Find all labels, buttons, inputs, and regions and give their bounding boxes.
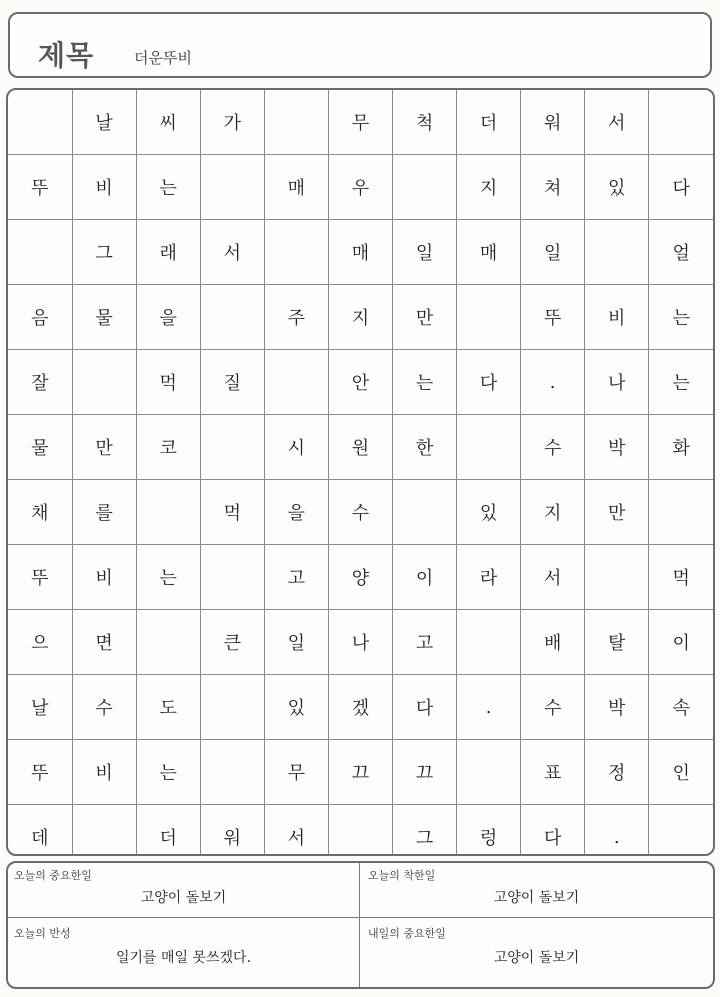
grid-cell: 을 <box>136 285 200 350</box>
grid-cell: . <box>585 805 649 857</box>
grid-cell: 그 <box>72 220 136 285</box>
grid-cell: 뚜 <box>8 740 72 805</box>
grid-cell: 비 <box>72 545 136 610</box>
grid-cell: 먹 <box>136 350 200 415</box>
important-today-label: 오늘의 중요한일 <box>14 869 92 882</box>
title-box <box>8 12 712 78</box>
grid-cell: 서 <box>200 220 264 285</box>
grid-cell <box>8 220 72 285</box>
grid-cell: 도 <box>136 675 200 740</box>
grid-cell: 더 <box>136 805 200 857</box>
grid-cell: 는 <box>649 350 713 415</box>
grid-cell: 화 <box>649 415 713 480</box>
grid-row <box>8 415 713 480</box>
grid-cell: 을 <box>264 480 328 545</box>
grid-cell <box>200 545 264 610</box>
vertical-divider <box>359 863 360 987</box>
grid-cell: 무 <box>264 740 328 805</box>
grid-cell: 매 <box>328 220 392 285</box>
grid-cell: 만 <box>392 285 456 350</box>
grid-cell: 이 <box>392 545 456 610</box>
reflection-today-label: 오늘의 반성 <box>14 927 71 940</box>
grid-table <box>8 90 713 856</box>
grid-row <box>8 155 713 220</box>
grid-cell: 수 <box>521 675 585 740</box>
grid-cell: 래 <box>136 220 200 285</box>
grid-cell: 겠 <box>328 675 392 740</box>
grid-cell <box>72 805 136 857</box>
grid-cell: 박 <box>585 675 649 740</box>
grid-cell: 다 <box>649 155 713 220</box>
grid-cell: 뚜 <box>521 285 585 350</box>
grid-cell: 날 <box>72 90 136 155</box>
grid-cell: 는 <box>136 740 200 805</box>
grid-cell: 만 <box>585 480 649 545</box>
grid-row <box>8 480 713 545</box>
grid-cell <box>585 545 649 610</box>
grid-cell: 잘 <box>8 350 72 415</box>
grid-cell: 날 <box>8 675 72 740</box>
grid-cell <box>392 480 456 545</box>
grid-cell <box>200 675 264 740</box>
grid-cell <box>8 90 72 155</box>
grid-cell: 다 <box>521 805 585 857</box>
grid-cell: 있 <box>457 480 521 545</box>
grid-cell <box>136 610 200 675</box>
grid-cell: 끄 <box>328 740 392 805</box>
grid-cell: 다 <box>392 675 456 740</box>
grid-cell <box>200 155 264 220</box>
grid-cell <box>457 285 521 350</box>
grid-cell: 탈 <box>585 610 649 675</box>
grid-cell <box>200 740 264 805</box>
grid-cell: 큰 <box>200 610 264 675</box>
grid-cell: 시 <box>264 415 328 480</box>
grid-cell: 지 <box>457 155 521 220</box>
grid-cell: 질 <box>200 350 264 415</box>
grid-cell: 일 <box>264 610 328 675</box>
grid-row <box>8 545 713 610</box>
grid-cell: 척 <box>392 90 456 155</box>
grid-row <box>8 285 713 350</box>
grid-cell <box>200 415 264 480</box>
daily-sections <box>6 861 715 989</box>
grid-cell: 나 <box>585 350 649 415</box>
grid-cell: 주 <box>264 285 328 350</box>
grid-cell: 비 <box>72 740 136 805</box>
grid-cell: 뚜 <box>8 155 72 220</box>
important-today-value: 고양이 돌보기 <box>140 890 227 906</box>
grid-cell: 는 <box>649 285 713 350</box>
grid-cell: 라 <box>457 545 521 610</box>
grid-cell: 으 <box>8 610 72 675</box>
grid-cell: 우 <box>328 155 392 220</box>
grid-row <box>8 90 713 155</box>
grid-cell: 일 <box>521 220 585 285</box>
grid-cell: 서 <box>264 805 328 857</box>
grid-cell <box>457 415 521 480</box>
grid-cell: 일 <box>392 220 456 285</box>
grid-cell: 씨 <box>136 90 200 155</box>
grid-cell <box>264 90 328 155</box>
grid-cell: 는 <box>392 350 456 415</box>
grid-cell: 서 <box>585 90 649 155</box>
grid-cell: 는 <box>136 545 200 610</box>
good-deed-today-label: 오늘의 착한일 <box>368 869 436 882</box>
grid-cell <box>649 90 713 155</box>
title-label: 제목 <box>38 39 95 72</box>
grid-cell: 워 <box>200 805 264 857</box>
grid-cell <box>264 350 328 415</box>
grid-cell: 수 <box>521 415 585 480</box>
grid-cell: 만 <box>72 415 136 480</box>
grid-cell: 물 <box>72 285 136 350</box>
important-tomorrow-value: 고양이 돌보기 <box>493 950 580 966</box>
grid-cell: 먹 <box>200 480 264 545</box>
grid-cell: 가 <box>200 90 264 155</box>
grid-cell: 박 <box>585 415 649 480</box>
grid-cell: 끄 <box>392 740 456 805</box>
grid-cell <box>136 480 200 545</box>
reflection-today-value: 일기를 매일 못쓰겠다. <box>115 950 252 966</box>
grid-row <box>8 740 713 805</box>
grid-cell: 지 <box>521 480 585 545</box>
title-value: 더운뚜비 <box>134 49 192 67</box>
grid-row <box>8 350 713 415</box>
grid-cell: 물 <box>8 415 72 480</box>
important-tomorrow-label: 내일의 중요한일 <box>368 927 446 940</box>
grid-row <box>8 805 713 857</box>
grid-cell: 인 <box>649 740 713 805</box>
grid-cell: 를 <box>72 480 136 545</box>
grid-cell: 지 <box>328 285 392 350</box>
grid-cell <box>200 285 264 350</box>
grid-cell: 배 <box>521 610 585 675</box>
grid-cell <box>264 220 328 285</box>
grid-cell: 쳐 <box>521 155 585 220</box>
grid-cell: 이 <box>649 610 713 675</box>
grid-cell: 뚜 <box>8 545 72 610</box>
grid-cell: 있 <box>585 155 649 220</box>
grid-cell: 있 <box>264 675 328 740</box>
grid-cell: 워 <box>521 90 585 155</box>
grid-cell <box>72 350 136 415</box>
grid-cell: 한 <box>392 415 456 480</box>
grid-cell: 채 <box>8 480 72 545</box>
grid-cell: 수 <box>328 480 392 545</box>
grid-cell: 비 <box>72 155 136 220</box>
grid-row <box>8 610 713 675</box>
writing-grid <box>6 88 715 856</box>
grid-cell: 더 <box>457 90 521 155</box>
grid-cell <box>649 480 713 545</box>
grid-row <box>8 220 713 285</box>
grid-cell: 얼 <box>649 220 713 285</box>
grid-cell <box>457 740 521 805</box>
grid-cell: 표 <box>521 740 585 805</box>
grid-cell: 양 <box>328 545 392 610</box>
grid-cell: 안 <box>328 350 392 415</box>
grid-cell: 매 <box>264 155 328 220</box>
grid-cell <box>457 610 521 675</box>
grid-cell: 고 <box>392 610 456 675</box>
grid-cell: 서 <box>521 545 585 610</box>
grid-cell: 나 <box>328 610 392 675</box>
grid-cell: 무 <box>328 90 392 155</box>
grid-cell: . <box>521 350 585 415</box>
grid-cell <box>328 805 392 857</box>
grid-row <box>8 675 713 740</box>
grid-cell: 정 <box>585 740 649 805</box>
grid-cell: . <box>457 675 521 740</box>
grid-cell: 는 <box>136 155 200 220</box>
grid-cell: 데 <box>8 805 72 857</box>
grid-cell: 속 <box>649 675 713 740</box>
grid-cell: 음 <box>8 285 72 350</box>
grid-cell <box>649 805 713 857</box>
grid-cell: 먹 <box>649 545 713 610</box>
grid-cell <box>585 220 649 285</box>
grid-cell: 렁 <box>457 805 521 857</box>
horizontal-divider <box>8 917 713 918</box>
grid-cell: 매 <box>457 220 521 285</box>
grid-cell: 면 <box>72 610 136 675</box>
grid-cell: 수 <box>72 675 136 740</box>
grid-cell: 고 <box>264 545 328 610</box>
grid-cell: 다 <box>457 350 521 415</box>
grid-cell <box>392 155 456 220</box>
grid-cell: 코 <box>136 415 200 480</box>
grid-cell: 그 <box>392 805 456 857</box>
grid-cell: 비 <box>585 285 649 350</box>
grid-cell: 원 <box>328 415 392 480</box>
good-deed-today-value: 고양이 돌보기 <box>493 890 580 906</box>
